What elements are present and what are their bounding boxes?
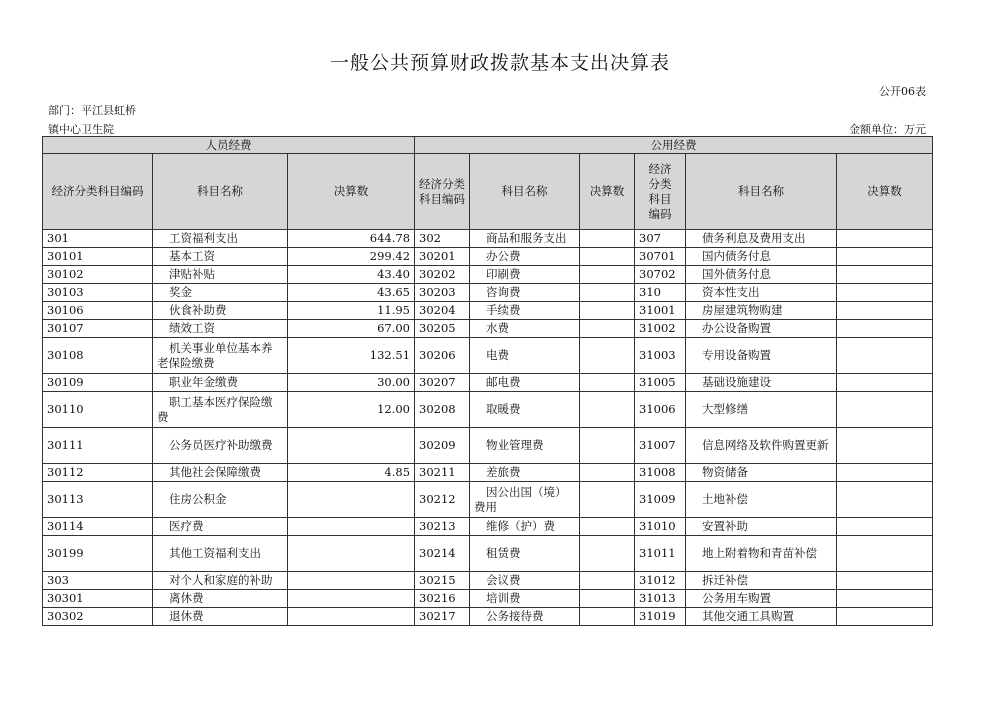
code-cell: 31006 (635, 392, 686, 428)
table-row (43, 428, 933, 464)
amount-cell (837, 572, 933, 590)
department-label: 部门：平江县虹桥 (48, 104, 136, 117)
code-cell: 30214 (415, 536, 470, 572)
amount-cell (837, 518, 933, 536)
amount-cell (580, 464, 635, 482)
amount-cell (837, 482, 933, 518)
amount-cell (837, 374, 933, 392)
amount-cell: 12.00 (288, 392, 415, 428)
amount-cell: 11.95 (288, 302, 415, 320)
code-cell: 30205 (415, 320, 470, 338)
amount-cell (837, 464, 933, 482)
amount-cell (580, 518, 635, 536)
name-cell: 信息网络及软件购置更新 (686, 428, 837, 464)
expenditure-table (42, 136, 933, 626)
table-row (43, 608, 933, 626)
name-cell: 退休费 (153, 608, 288, 626)
table-row (43, 266, 933, 284)
amount-cell (580, 230, 635, 248)
code-cell: 30101 (43, 248, 153, 266)
code-cell: 30301 (43, 590, 153, 608)
amount-cell (580, 266, 635, 284)
name-cell: 国内债务付息 (686, 248, 837, 266)
code-cell: 310 (635, 284, 686, 302)
header-amount-mid: 决算数 (580, 154, 635, 230)
code-cell: 30302 (43, 608, 153, 626)
amount-cell (580, 590, 635, 608)
amount-cell (580, 608, 635, 626)
name-cell: 奖金 (153, 284, 288, 302)
code-cell: 31003 (635, 338, 686, 374)
code-cell: 30206 (415, 338, 470, 374)
amount-cell (837, 608, 933, 626)
section-header-row (43, 137, 933, 154)
amount-cell: 644.78 (288, 230, 415, 248)
table-row (43, 230, 933, 248)
header-code-right: 经济分类科目编码 (635, 154, 686, 230)
code-cell: 30216 (415, 590, 470, 608)
name-cell: 印刷费 (470, 266, 580, 284)
amount-cell (837, 266, 933, 284)
header-amount-right: 决算数 (837, 154, 933, 230)
code-cell: 301 (43, 230, 153, 248)
amount-cell (837, 428, 933, 464)
name-cell: 办公费 (470, 248, 580, 266)
header-name-right: 科目名称 (686, 154, 837, 230)
amount-cell (837, 302, 933, 320)
amount-cell (580, 338, 635, 374)
name-cell: 住房公积金 (153, 482, 288, 518)
name-cell: 维修（护）费 (470, 518, 580, 536)
code-cell: 30701 (635, 248, 686, 266)
name-cell: 伙食补助费 (153, 302, 288, 320)
code-cell: 31010 (635, 518, 686, 536)
amount-cell (580, 536, 635, 572)
name-cell: 会议费 (470, 572, 580, 590)
name-cell: 地上附着物和青苗补偿 (686, 536, 837, 572)
code-cell: 31008 (635, 464, 686, 482)
header-code-mid: 经济分类科目编码 (415, 154, 470, 230)
code-cell: 303 (43, 572, 153, 590)
header-code: 经济分类科目编码 (43, 154, 153, 230)
name-cell: 安置补助 (686, 518, 837, 536)
code-cell: 30110 (43, 392, 153, 428)
code-cell: 30211 (415, 464, 470, 482)
name-cell: 邮电费 (470, 374, 580, 392)
page-title: 一般公共预算财政拨款基本支出决算表 (329, 52, 670, 74)
name-cell: 房屋建筑物购建 (686, 302, 837, 320)
name-cell: 其他社会保障缴费 (153, 464, 288, 482)
name-cell: 电费 (470, 338, 580, 374)
amount-cell (288, 482, 415, 518)
code-cell: 30207 (415, 374, 470, 392)
name-cell: 物资储备 (686, 464, 837, 482)
amount-cell (837, 320, 933, 338)
table-row (43, 590, 933, 608)
name-cell: 对个人和家庭的补助 (153, 572, 288, 590)
code-cell: 302 (415, 230, 470, 248)
section-public: 公用经费 (415, 137, 933, 154)
name-cell: 差旅费 (470, 464, 580, 482)
name-cell: 离休费 (153, 590, 288, 608)
name-cell: 债务利息及费用支出 (686, 230, 837, 248)
name-cell: 培训费 (470, 590, 580, 608)
amount-cell (580, 302, 635, 320)
section-personnel: 人员经费 (43, 137, 415, 154)
name-cell: 资本性支出 (686, 284, 837, 302)
code-cell: 30106 (43, 302, 153, 320)
name-cell: 基本工资 (153, 248, 288, 266)
table-row (43, 284, 933, 302)
code-cell: 30114 (43, 518, 153, 536)
header-amount: 决算数 (288, 154, 415, 230)
amount-cell (288, 518, 415, 536)
code-cell: 30107 (43, 320, 153, 338)
code-cell: 30208 (415, 392, 470, 428)
amount-cell (837, 248, 933, 266)
name-cell: 办公设备购置 (686, 320, 837, 338)
code-cell: 31007 (635, 428, 686, 464)
name-cell: 其他交通工具购置 (686, 608, 837, 626)
amount-cell (288, 428, 415, 464)
code-cell: 30212 (415, 482, 470, 518)
name-cell: 取暖费 (470, 392, 580, 428)
code-cell: 31012 (635, 572, 686, 590)
table-row (43, 338, 933, 374)
name-cell: 公务员医疗补助缴费 (153, 428, 288, 464)
code-cell: 31019 (635, 608, 686, 626)
table-row (43, 320, 933, 338)
name-cell: 手续费 (470, 302, 580, 320)
name-cell: 机关事业单位基本养老保险缴费 (153, 338, 288, 374)
code-cell: 30113 (43, 482, 153, 518)
name-cell: 拆迁补偿 (686, 572, 837, 590)
table-row (43, 518, 933, 536)
amount-cell (288, 590, 415, 608)
amount-cell (288, 572, 415, 590)
table-row (43, 374, 933, 392)
table-row (43, 464, 933, 482)
amount-cell (580, 482, 635, 518)
name-cell: 绩效工资 (153, 320, 288, 338)
name-cell: 职工基本医疗保险缴费 (153, 392, 288, 428)
code-cell: 31009 (635, 482, 686, 518)
name-cell: 津贴补贴 (153, 266, 288, 284)
code-cell: 30209 (415, 428, 470, 464)
amount-cell (580, 572, 635, 590)
name-cell: 大型修缮 (686, 392, 837, 428)
name-cell: 土地补偿 (686, 482, 837, 518)
name-cell: 物业管理费 (470, 428, 580, 464)
code-cell: 31002 (635, 320, 686, 338)
code-cell: 30108 (43, 338, 153, 374)
name-cell: 租赁费 (470, 536, 580, 572)
code-cell: 30102 (43, 266, 153, 284)
amount-cell: 30.00 (288, 374, 415, 392)
amount-cell (288, 608, 415, 626)
name-cell: 国外债务付息 (686, 266, 837, 284)
amount-cell: 132.51 (288, 338, 415, 374)
code-cell: 30204 (415, 302, 470, 320)
table-row (43, 482, 933, 518)
amount-cell: 4.85 (288, 464, 415, 482)
header-name: 科目名称 (153, 154, 288, 230)
code-cell: 30702 (635, 266, 686, 284)
code-cell: 30202 (415, 266, 470, 284)
table-row (43, 572, 933, 590)
amount-cell (580, 248, 635, 266)
amount-cell (580, 392, 635, 428)
amount-cell (837, 392, 933, 428)
amount-cell (580, 374, 635, 392)
name-cell: 医疗费 (153, 518, 288, 536)
code-cell: 30109 (43, 374, 153, 392)
amount-cell (580, 320, 635, 338)
code-cell: 30213 (415, 518, 470, 536)
code-cell: 30112 (43, 464, 153, 482)
amount-cell: 67.00 (288, 320, 415, 338)
name-cell: 水费 (470, 320, 580, 338)
name-cell: 公务接待费 (470, 608, 580, 626)
name-cell: 公务用车购置 (686, 590, 837, 608)
code-cell: 30201 (415, 248, 470, 266)
table-row (43, 536, 933, 572)
amount-cell (288, 536, 415, 572)
amount-cell: 43.65 (288, 284, 415, 302)
code-cell: 30203 (415, 284, 470, 302)
amount-cell: 299.42 (288, 248, 415, 266)
table-row (43, 248, 933, 266)
name-cell: 职业年金缴费 (153, 374, 288, 392)
department-label-cont: 镇中心卫生院 (48, 123, 114, 136)
code-cell: 31011 (635, 536, 686, 572)
code-cell: 30111 (43, 428, 153, 464)
code-cell: 31005 (635, 374, 686, 392)
name-cell: 工资福利支出 (153, 230, 288, 248)
name-cell: 咨询费 (470, 284, 580, 302)
code-cell: 31013 (635, 590, 686, 608)
name-cell: 专用设备购置 (686, 338, 837, 374)
amount-cell (837, 590, 933, 608)
amount-unit: 金额单位：万元 (849, 123, 926, 136)
code-cell: 31001 (635, 302, 686, 320)
amount-cell (580, 284, 635, 302)
amount-cell (837, 536, 933, 572)
name-cell: 商品和服务支出 (470, 230, 580, 248)
amount-cell (837, 284, 933, 302)
table-row (43, 392, 933, 428)
amount-cell: 43.40 (288, 266, 415, 284)
amount-cell (580, 428, 635, 464)
header-name-mid: 科目名称 (470, 154, 580, 230)
code-cell: 30199 (43, 536, 153, 572)
table-row (43, 302, 933, 320)
name-cell: 因公出国（境）费用 (470, 482, 580, 518)
code-cell: 30103 (43, 284, 153, 302)
code-cell: 307 (635, 230, 686, 248)
name-cell: 基础设施建设 (686, 374, 837, 392)
form-number: 公开06表 (879, 85, 926, 98)
column-header-row (43, 154, 933, 230)
name-cell: 其他工资福利支出 (153, 536, 288, 572)
code-cell: 30217 (415, 608, 470, 626)
amount-cell (837, 230, 933, 248)
code-cell: 30215 (415, 572, 470, 590)
amount-cell (837, 338, 933, 374)
